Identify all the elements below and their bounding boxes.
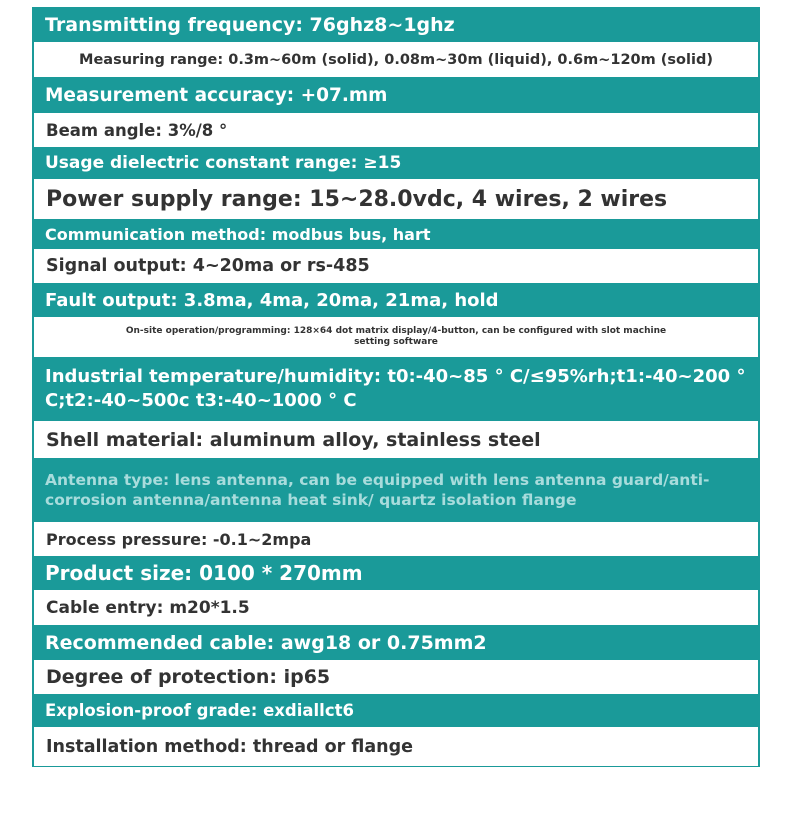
spec-text: Shell material: aluminum alloy, stainless steel [46, 428, 541, 451]
spec-row-shell-material [33, 421, 759, 458]
spec-text: Explosion-proof grade: exdiallct6 [45, 701, 354, 720]
spec-text: Antenna type: lens antenna, can be equipped with lens antenna guard/anti-corrosion antenna/antenna heat sink/ quartz isolation flange [45, 471, 710, 509]
spec-row-process-pressure [33, 522, 759, 556]
spec-text: Recommended cable: awg18 or 0.75mm2 [45, 631, 487, 654]
spec-row-antenna-type [33, 458, 759, 522]
spec-text: Transmitting frequency: 76ghz8~1ghz [45, 14, 455, 36]
spec-row-fault-output [33, 283, 759, 317]
spec-row-industrial-temperature [33, 357, 759, 421]
spec-row-recommended-cable [33, 625, 759, 660]
spec-row-measurement-accuracy [33, 77, 759, 113]
spec-row-cable-entry [33, 590, 759, 625]
spec-table [32, 7, 760, 767]
spec-row-beam-angle [33, 113, 759, 147]
spec-text: Cable entry: m20*1.5 [46, 597, 250, 618]
spec-row-transmitting-frequency [33, 8, 759, 42]
spec-text: Process pressure: -0.1~2mpa [46, 529, 312, 549]
spec-text: Industrial temperature/humidity: t0:-40~85 ° C/≤95%rh;t1:-40~200 ° C;t2:-40~500c t3:-40~1000 ° C [45, 366, 746, 411]
spec-text: Measuring range: 0.3m~60m (solid), 0.08m~30m (liquid), 0.6m~120m (solid) [79, 51, 713, 68]
spec-text: Measurement accuracy: +07.mm [45, 84, 388, 106]
spec-text: Communication method: modbus bus, hart [45, 224, 431, 244]
spec-row-explosion-proof [33, 694, 759, 727]
spec-row-signal-output [33, 249, 759, 283]
spec-text: Degree of protection: ip65 [46, 666, 331, 688]
spec-row-installation-method [33, 727, 759, 766]
spec-row-onsite-operation [33, 317, 759, 357]
spec-text: Fault output: 3.8ma, 4ma, 20ma, 21ma, hold [45, 289, 499, 311]
spec-text: Product size: 0100 * 270mm [45, 561, 363, 585]
spec-row-communication [33, 219, 759, 249]
spec-text: Power supply range: 15~28.0vdc, 4 wires, 2 wires [46, 186, 668, 212]
spec-text: On-site operation/programming: 128×64 dot matrix display/4-button, can be configured with slot machine setting software [125, 326, 667, 347]
spec-row-measuring-range [33, 42, 759, 77]
spec-row-power-supply [33, 179, 759, 219]
spec-text: Signal output: 4~20ma or rs-485 [46, 256, 370, 276]
spec-text: Installation method: thread or flange [46, 736, 414, 757]
spec-row-protection-degree [33, 660, 759, 694]
spec-text: Beam angle: 3%/8 ° [46, 120, 228, 140]
spec-row-product-size [33, 556, 759, 590]
spec-text: Usage dielectric constant range: ≥15 [45, 153, 402, 173]
spec-row-dielectric-constant [33, 147, 759, 179]
